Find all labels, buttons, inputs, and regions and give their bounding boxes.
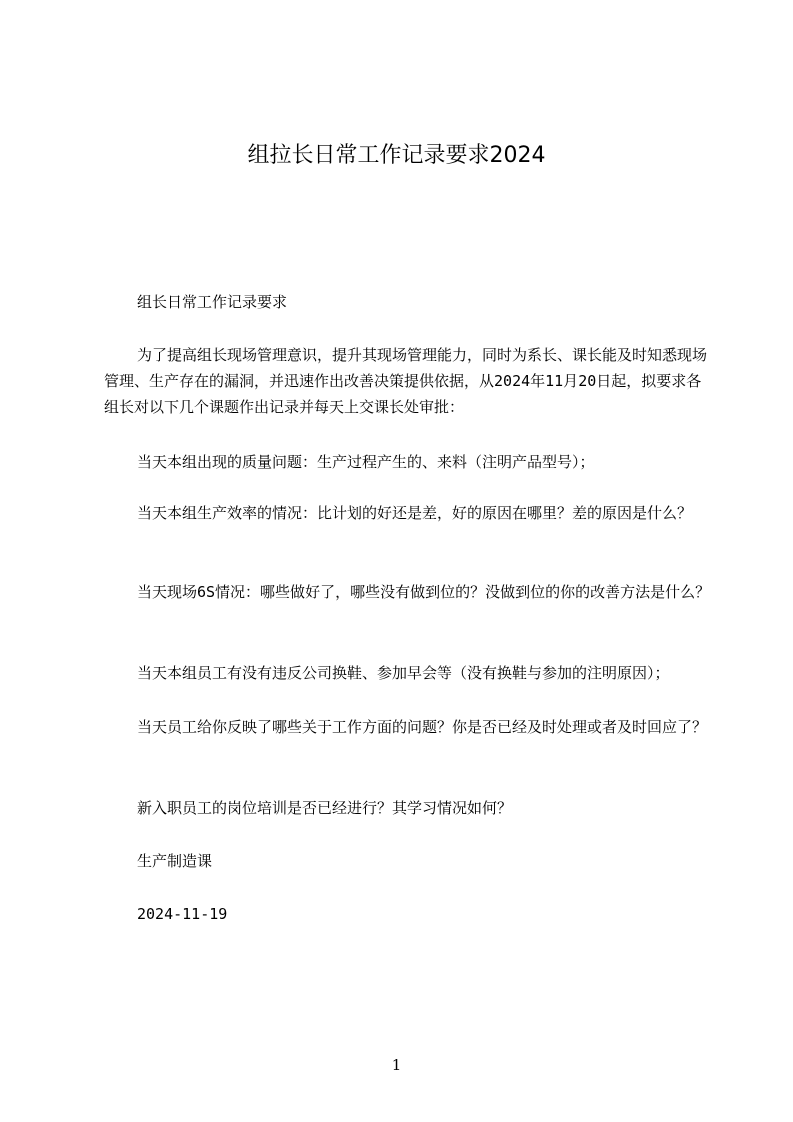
item-text: 新入职员工的岗位培训是否已经进行？其学习情况如何？ [137,799,513,817]
document-date [104,901,714,927]
list-item [104,449,714,475]
date-text: 2024-11-19 [137,905,228,923]
item-text: 当天员工给你反映了哪些关于工作方面的问题？你是否已经及时处理或者及时回应了？ [137,718,708,736]
subtitle-text: 组长日常工作记录要求 [137,293,288,311]
list-item [104,500,714,526]
list-item [104,660,714,686]
list-item [104,579,714,605]
intro-text: 为了提高组长现场管理意识，提升其现场管理能力，同时为系长、课长能及时知悉现场管理、生产存在的漏洞，并迅速作出改善决策提供依据，从2024年11月20日起，拟要求各组长对以下几个课题作出记录并每天上交课长处审批： [104,346,708,416]
department-text: 生产制造课 [137,852,213,870]
document-subtitle [104,289,714,315]
list-item [104,795,714,821]
item-text: 当天本组生产效率的情况：比计划的好还是差，好的原因在哪里？差的原因是什么？ [137,504,693,522]
document-title: 组拉长日常工作记录要求2024 [247,143,546,168]
list-item [104,714,714,740]
intro-paragraph [104,342,714,420]
item-text: 当天本组员工有没有违反公司换鞋、参加早会等（没有换鞋与参加的注明原因）； [137,664,670,682]
page-number: 1 [391,1056,402,1074]
item-text: 当天现场6S情况：哪些做好了，哪些没有做到位的？没做到位的你的改善方法是什么？ [137,583,711,601]
item-text: 当天本组出现的质量问题：生产过程产生的、来料（注明产品型号）； [137,453,595,471]
department-signature [104,848,714,874]
